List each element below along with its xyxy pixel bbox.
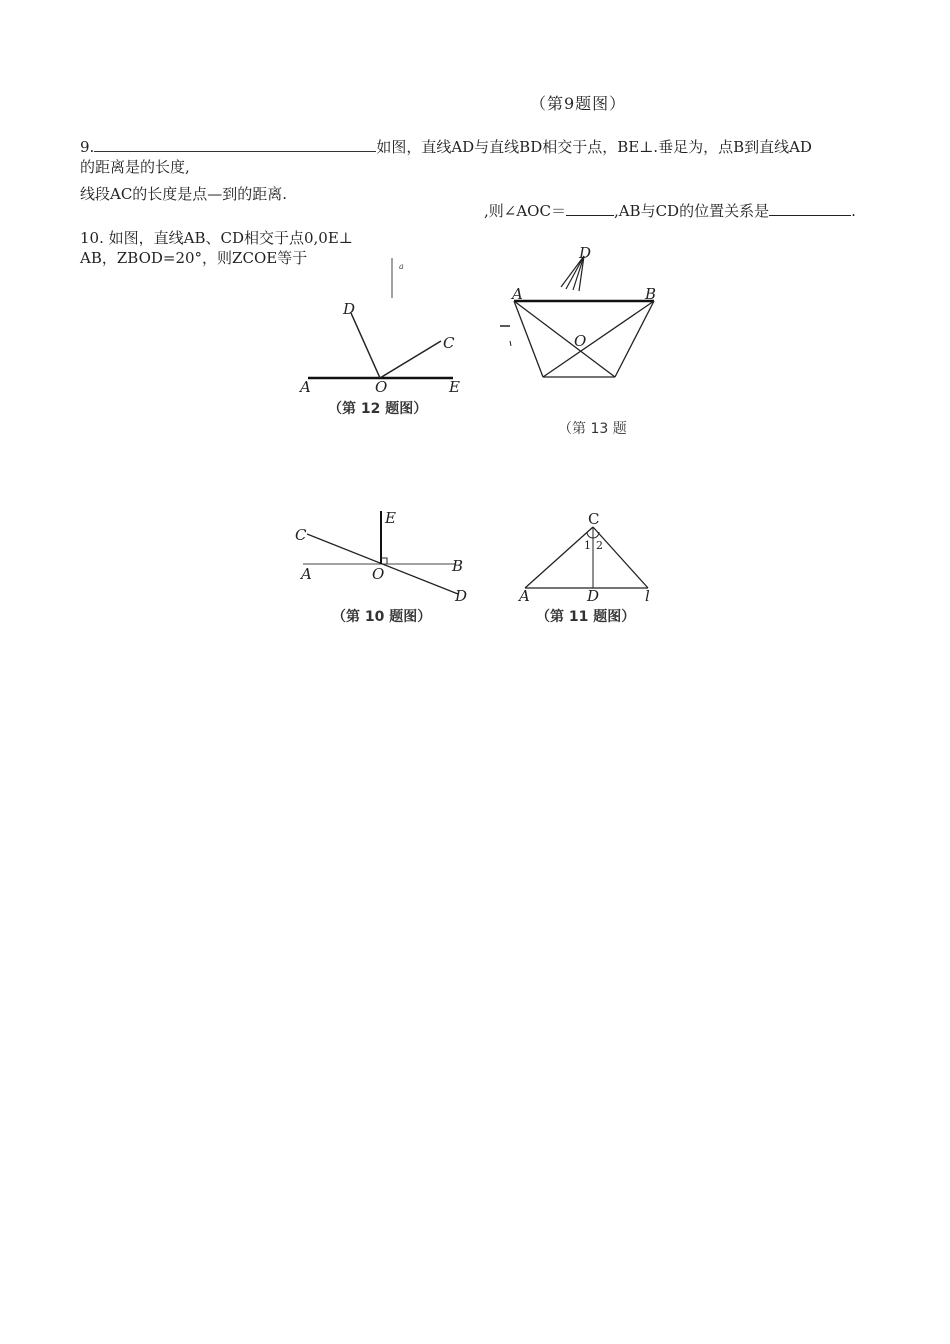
fig11-label-B: l xyxy=(645,587,650,605)
fig13-diagonal-2 xyxy=(543,301,654,377)
fig11-label-D: D xyxy=(587,587,600,605)
aoc-prefix: ,则∠AOC＝ xyxy=(484,202,566,220)
fig10-label-D: D xyxy=(455,587,468,605)
fig13-side-right xyxy=(615,301,654,377)
fig12-label-O: O xyxy=(375,378,388,396)
fig10-label-E: E xyxy=(385,509,396,527)
question-9-number: 9. xyxy=(80,138,95,156)
fig13-label-O: O xyxy=(574,332,587,350)
fig12-label-a: a xyxy=(399,262,404,271)
fig10-caption: （第 10 题图） xyxy=(332,609,432,625)
fig12-label-D: D xyxy=(343,300,356,318)
question-9-line3: 线段AC的长度是点—到的距离. xyxy=(80,185,288,203)
figure-10 xyxy=(295,509,467,625)
fig12-caption: （第 12 题图） xyxy=(328,401,428,417)
fig12-label-A: A xyxy=(300,378,311,396)
fig13-label-B: B xyxy=(645,285,657,303)
fig13-label-A: A xyxy=(512,285,523,303)
question-10-line2: AB，ZBOD=20°，则ZCOE等于 xyxy=(80,249,308,267)
aoc-suffix: . xyxy=(851,202,856,220)
fig11-side-AC xyxy=(525,527,593,588)
question-9-text: 如图，直线AD与直线BD相交于点，BE⊥.垂足为，点B到直线AD xyxy=(376,138,812,156)
aoc-middle: ,AB与CD的位置关系是 xyxy=(613,202,770,220)
question-10-line1: 10. 如图，直线AB、CD相交于点0,0E⊥ xyxy=(80,229,353,247)
fig10-label-A: A xyxy=(301,565,312,583)
fig13-label-D: D xyxy=(579,244,592,262)
fig13-tick-mark xyxy=(510,341,511,346)
fig10-label-O: O xyxy=(372,565,385,583)
fig11-side-BC xyxy=(593,527,648,588)
fig9-caption: （第9题图） xyxy=(530,94,627,113)
figure-11 xyxy=(517,510,650,625)
fig11-label-1: 1 xyxy=(584,539,591,552)
fig11-label-C: C xyxy=(588,510,600,528)
fig12-ray-OD xyxy=(351,313,380,378)
fig11-label-2: 2 xyxy=(596,539,603,552)
figure-12 xyxy=(298,258,460,417)
fig13-caption: （第 13 题 xyxy=(558,421,627,437)
fig12-ray-OC xyxy=(380,341,441,378)
fig12-label-C: C xyxy=(443,334,455,352)
question-9-line2: 的距离是的长度, xyxy=(80,158,190,176)
fig11-label-A: A xyxy=(519,587,530,605)
fig12-label-E: E xyxy=(449,378,460,396)
fig10-label-C: C xyxy=(295,526,307,544)
fig11-caption: （第 11 题图） xyxy=(536,609,636,625)
fig10-label-B: B xyxy=(452,557,464,575)
figure-13 xyxy=(500,244,656,437)
